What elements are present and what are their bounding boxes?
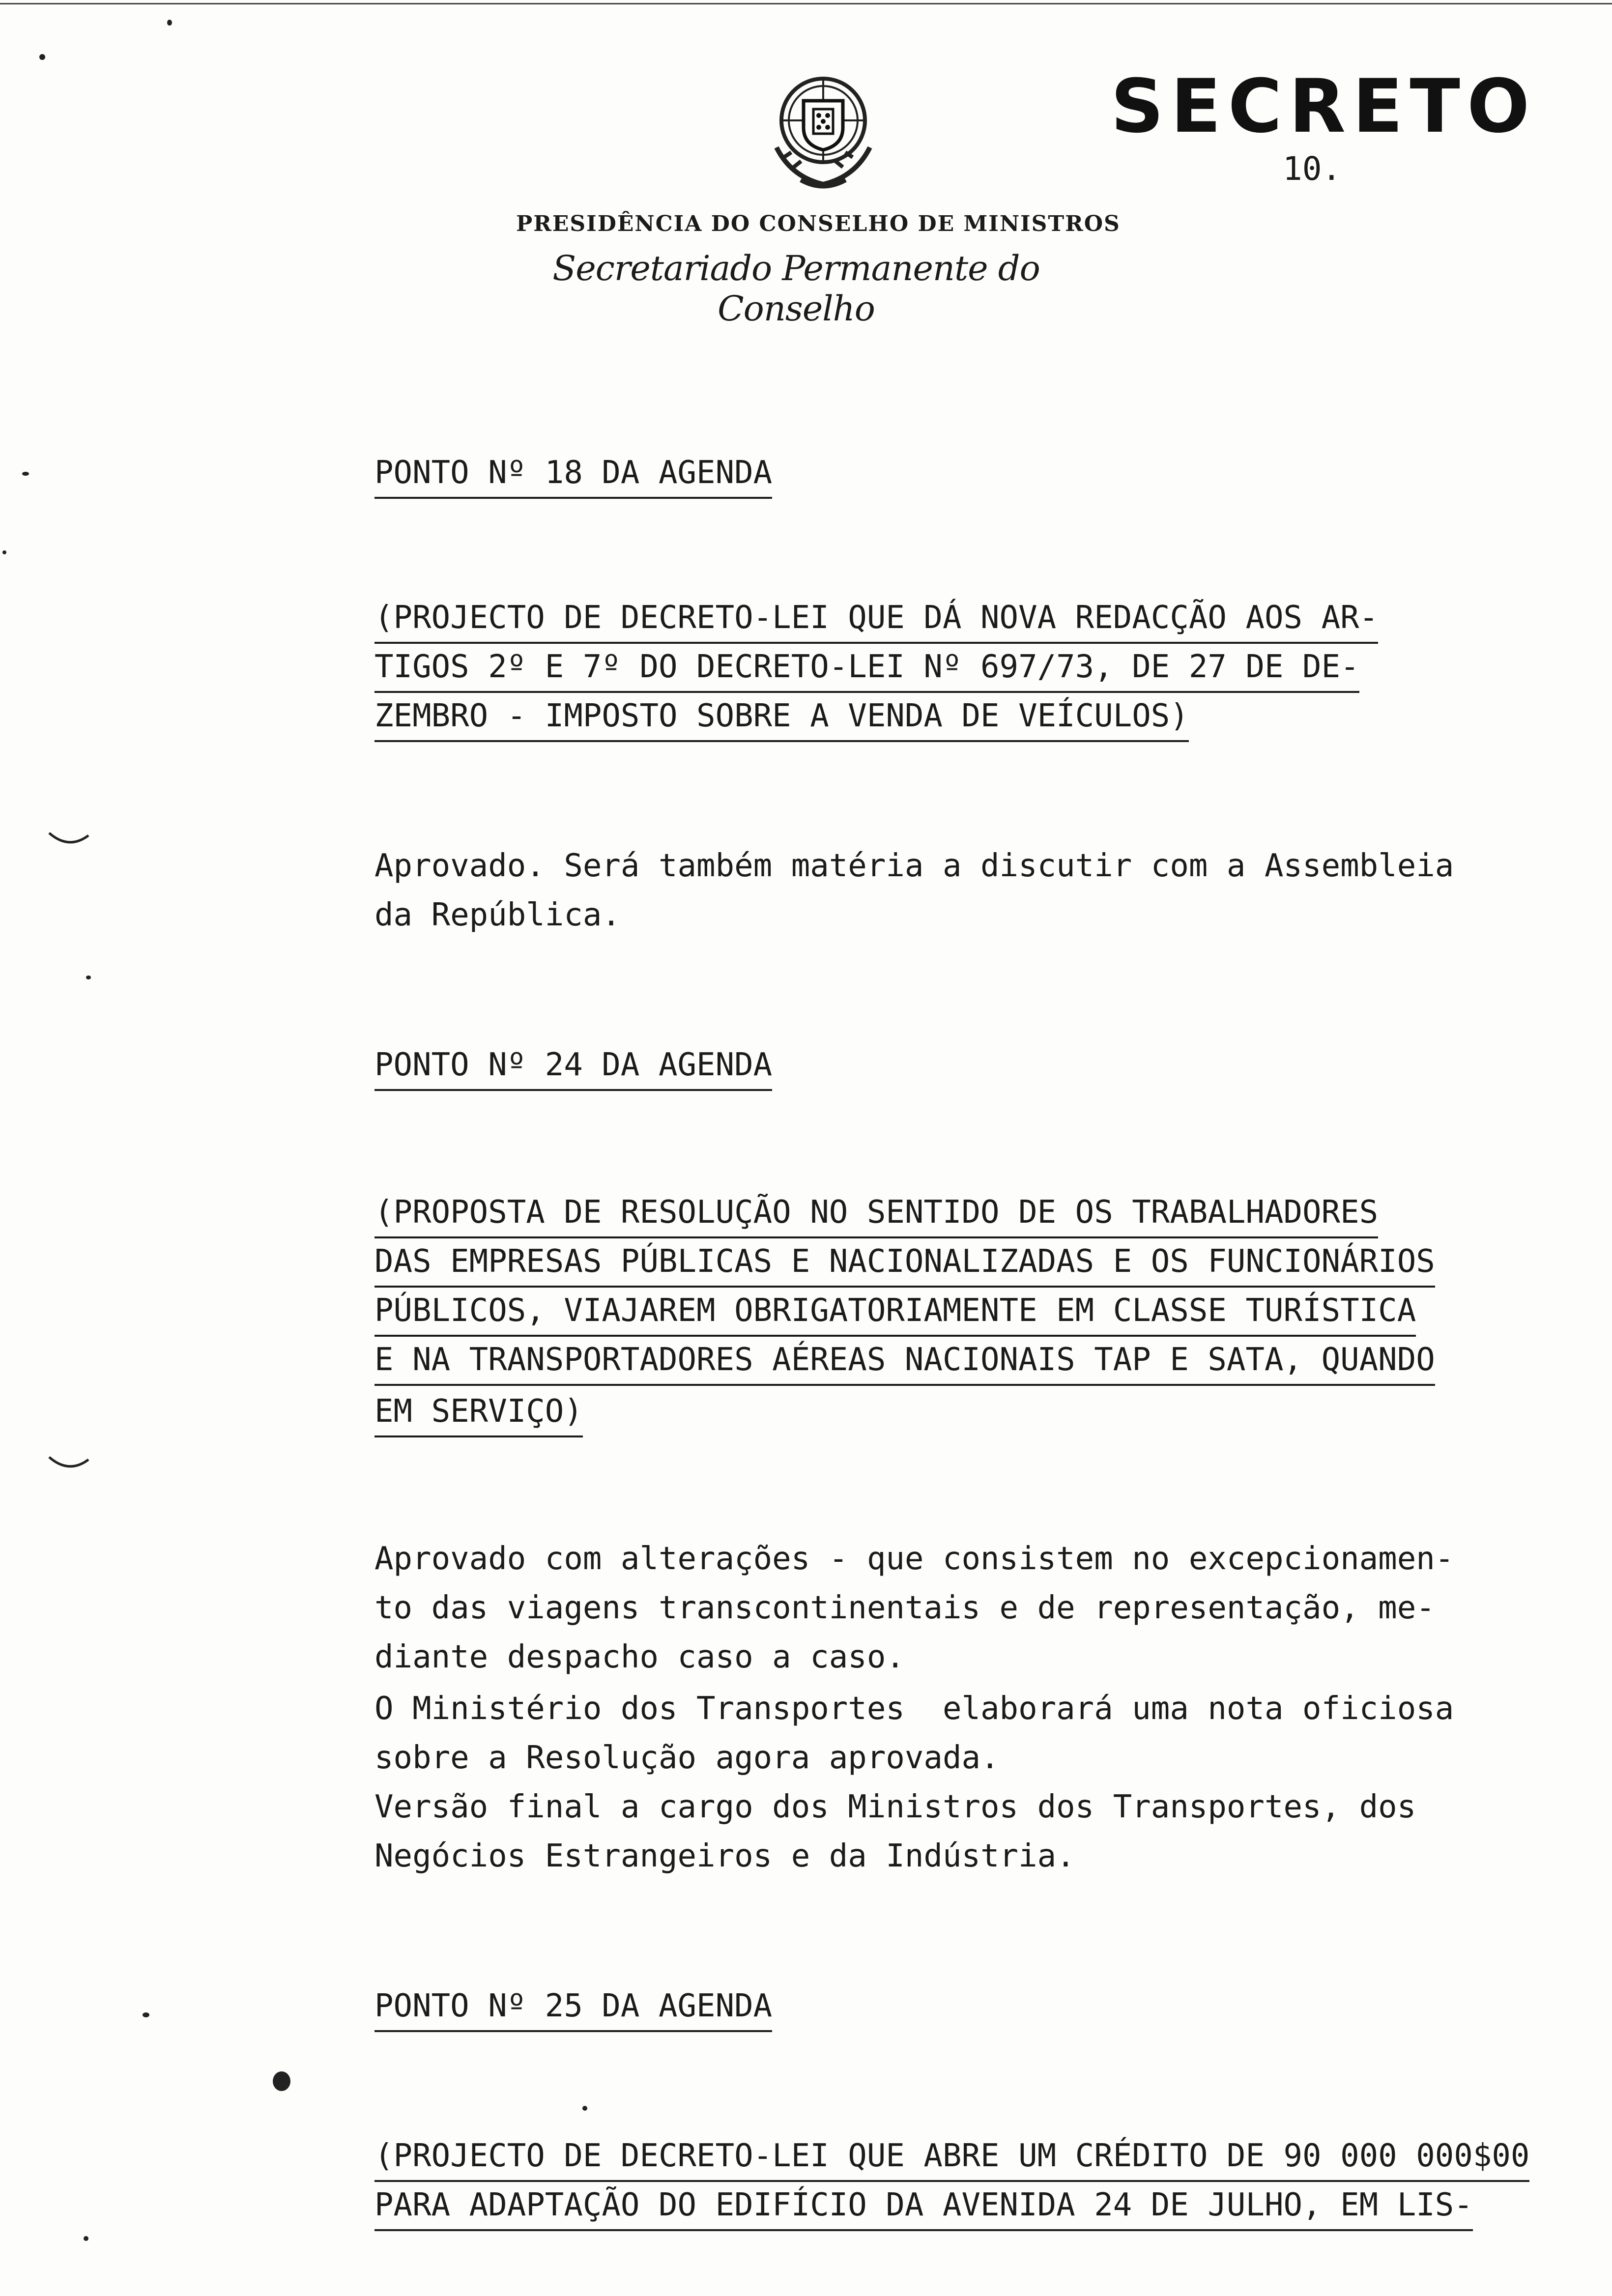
- agenda-item-subject-line: PÚBLICOS, VIAJAREM OBRIGATORIAMENTE EM CLASSE TURÍSTICA: [374, 1295, 1416, 1326]
- speck: [39, 54, 45, 60]
- speck: [84, 2236, 88, 2241]
- classification-stamp: SECRETO: [1111, 64, 1537, 149]
- department-heading: Secretariado Permanente do Conselho: [552, 248, 1040, 329]
- margin-mark: [47, 831, 91, 850]
- speck: [143, 2012, 149, 2017]
- speck: [2, 550, 6, 554]
- speck: [22, 472, 29, 476]
- agenda-item-subject-line: (PROJECTO DE DECRETO-LEI QUE DÁ NOVA REDACÇÃO AOS AR-: [374, 602, 1378, 633]
- speck: [167, 20, 172, 26]
- agenda-item-decision-line: da República.: [374, 897, 621, 933]
- agenda-item-decision-line: Aprovado com alterações - que consistem no excepcionamen-: [374, 1541, 1454, 1577]
- page-number: 10.: [1283, 150, 1342, 188]
- agenda-item-subject-line: (PROPOSTA DE RESOLUÇÃO NO SENTIDO DE OS TRABALHADORES: [374, 1197, 1378, 1228]
- agenda-item-decision-line: Negócios Estrangeiros e da Indústria.: [374, 1838, 1075, 1874]
- ink-blot: [273, 2071, 290, 2091]
- agenda-item-decision-line: diante despacho caso a caso.: [374, 1639, 905, 1675]
- agenda-item-subject-line: PARA ADAPTAÇÃO DO EDIFÍCIO DA AVENIDA 24 DE JULHO, EM LIS-: [374, 2189, 1473, 2221]
- agenda-item-heading: PONTO Nº 25 DA AGENDA: [374, 1990, 772, 2022]
- agenda-item-subject-line: TIGOS 2º E 7º DO DECRETO-LEI Nº 697/73, DE 27 DE DE-: [374, 651, 1359, 683]
- agenda-item-subject-line: (PROJECTO DE DECRETO-LEI QUE ABRE UM CRÉDITO DE 90 000 000$00: [374, 2140, 1529, 2172]
- agenda-item-decision-line: Aprovado. Será também matéria a discutir com a Assembleia: [374, 848, 1454, 884]
- agenda-item-decision-line: sobre a Resolução agora aprovada.: [374, 1740, 1000, 1776]
- speck: [86, 976, 91, 979]
- agenda-item-heading: PONTO Nº 18 DA AGENDA: [374, 457, 772, 488]
- agenda-item-decision-line: O Ministério dos Transportes elaborará uma nota oficiosa: [374, 1691, 1454, 1727]
- coat-of-arms-icon: [767, 74, 880, 197]
- speck: [582, 2106, 587, 2111]
- agenda-item-subject-line: ZEMBRO - IMPOSTO SOBRE A VENDA DE VEÍCULOS): [374, 700, 1189, 732]
- agenda-item-decision-line: Versão final a cargo dos Ministros dos Transportes, dos: [374, 1789, 1416, 1825]
- agenda-item-subject-line: DAS EMPRESAS PÚBLICAS E NACIONALIZADAS E OS FUNCIONÁRIOS: [374, 1246, 1435, 1277]
- agenda-item-subject-line: E NA TRANSPORTADORES AÉREAS NACIONAIS TAP E SATA, QUANDO: [374, 1344, 1435, 1376]
- agenda-item-heading: PONTO Nº 24 DA AGENDA: [374, 1049, 772, 1081]
- top-border-line: [0, 3, 1612, 4]
- agenda-item-decision-line: to das viagens transcontinentais e de representação, me-: [374, 1590, 1435, 1626]
- margin-mark: [47, 1455, 91, 1474]
- office-heading: PRESIDÊNCIA DO CONSELHO DE MINISTROS: [516, 211, 1121, 236]
- agenda-item-subject-line: EM SERVIÇO): [374, 1396, 583, 1427]
